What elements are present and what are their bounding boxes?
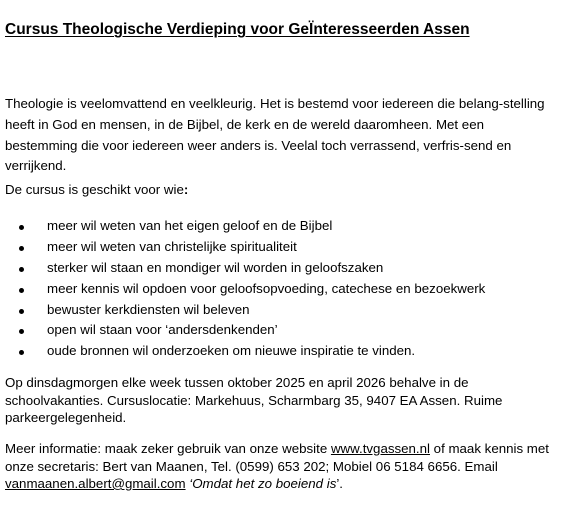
list-item-text: meer kennis wil opdoen voor geloofsopvoeding, catechese en bezoekwerk [47, 280, 486, 296]
list-item-text: meer wil weten van het eigen geloof en de Bijbel [47, 218, 333, 233]
list-item [5, 279, 553, 300]
audience-lead [5, 180, 553, 201]
bullet-icon [19, 267, 24, 272]
list-item-text: meer wil weten van christelijke spiritualiteit [47, 238, 297, 254]
bullet-icon [19, 350, 24, 355]
bullet-icon [19, 288, 24, 293]
bullet-icon [19, 329, 24, 334]
list-item [5, 237, 553, 258]
list-item-text: sterker wil staan en mondiger wil worden in geloofszaken [47, 259, 384, 275]
bullet-icon [19, 225, 24, 230]
list-item [5, 341, 553, 362]
list-item [5, 258, 553, 279]
list-item-text: open wil staan voor ‘andersdenkenden’ [47, 322, 278, 338]
email-link[interactable]: vanmaanen.albert@gmail.com [5, 476, 186, 491]
list-item-text: bewuster kerkdiensten wil beleven [47, 301, 250, 317]
list-item [5, 216, 553, 237]
bullet-icon [19, 309, 24, 314]
contact-paragraph [5, 440, 553, 493]
list-item [5, 320, 553, 341]
contact-prefix: Meer informatie: maak zeker gebruik van onze website [5, 441, 331, 456]
audience-lead-colon: : [183, 182, 189, 197]
bullet-icon [19, 246, 24, 251]
schedule-paragraph: Op dinsdagmorgen elke week tussen oktober 2025 en april 2026 behalve in de schoolvakanties. Cursuslocatie: Markehuus, Scharmbarg 35, 9407 EA Assen. Ruime parkeergelegenheid. [5, 375, 503, 425]
motto-text: ‘Omdat het zo boeiend is [189, 476, 337, 491]
audience-list [5, 216, 553, 362]
list-item-text: oude bronnen wil onderzoeken om nieuwe inspiratie te vinden. [47, 343, 416, 359]
contact-middle: of maak kennis met onze secretaris: Bert van Maanen, Tel. (0599) 653 202; Mobiel 06 5184 6656. Email [5, 441, 549, 474]
audience-lead-text: De cursus is geschikt voor wie [5, 182, 184, 197]
list-item [5, 300, 553, 321]
page-title: Cursus Theologische Verdieping voor GeÏnteresseerden Assen [5, 21, 470, 38]
website-link[interactable]: www.tvgassen.nl [330, 441, 430, 456]
contact-closing: ’. [336, 476, 343, 491]
intro-paragraph: Theologie is veelomvattend en veelkleurig. Het is bestemd voor iedereen die belang-stelling heeft in God en mensen, in de Bijbel, de kerk en de wereld daaromheen. Met een bestemming die voor iedereen weer anders is. Veelal toch verrassend, verfris-send en verrijkend. [5, 96, 545, 174]
